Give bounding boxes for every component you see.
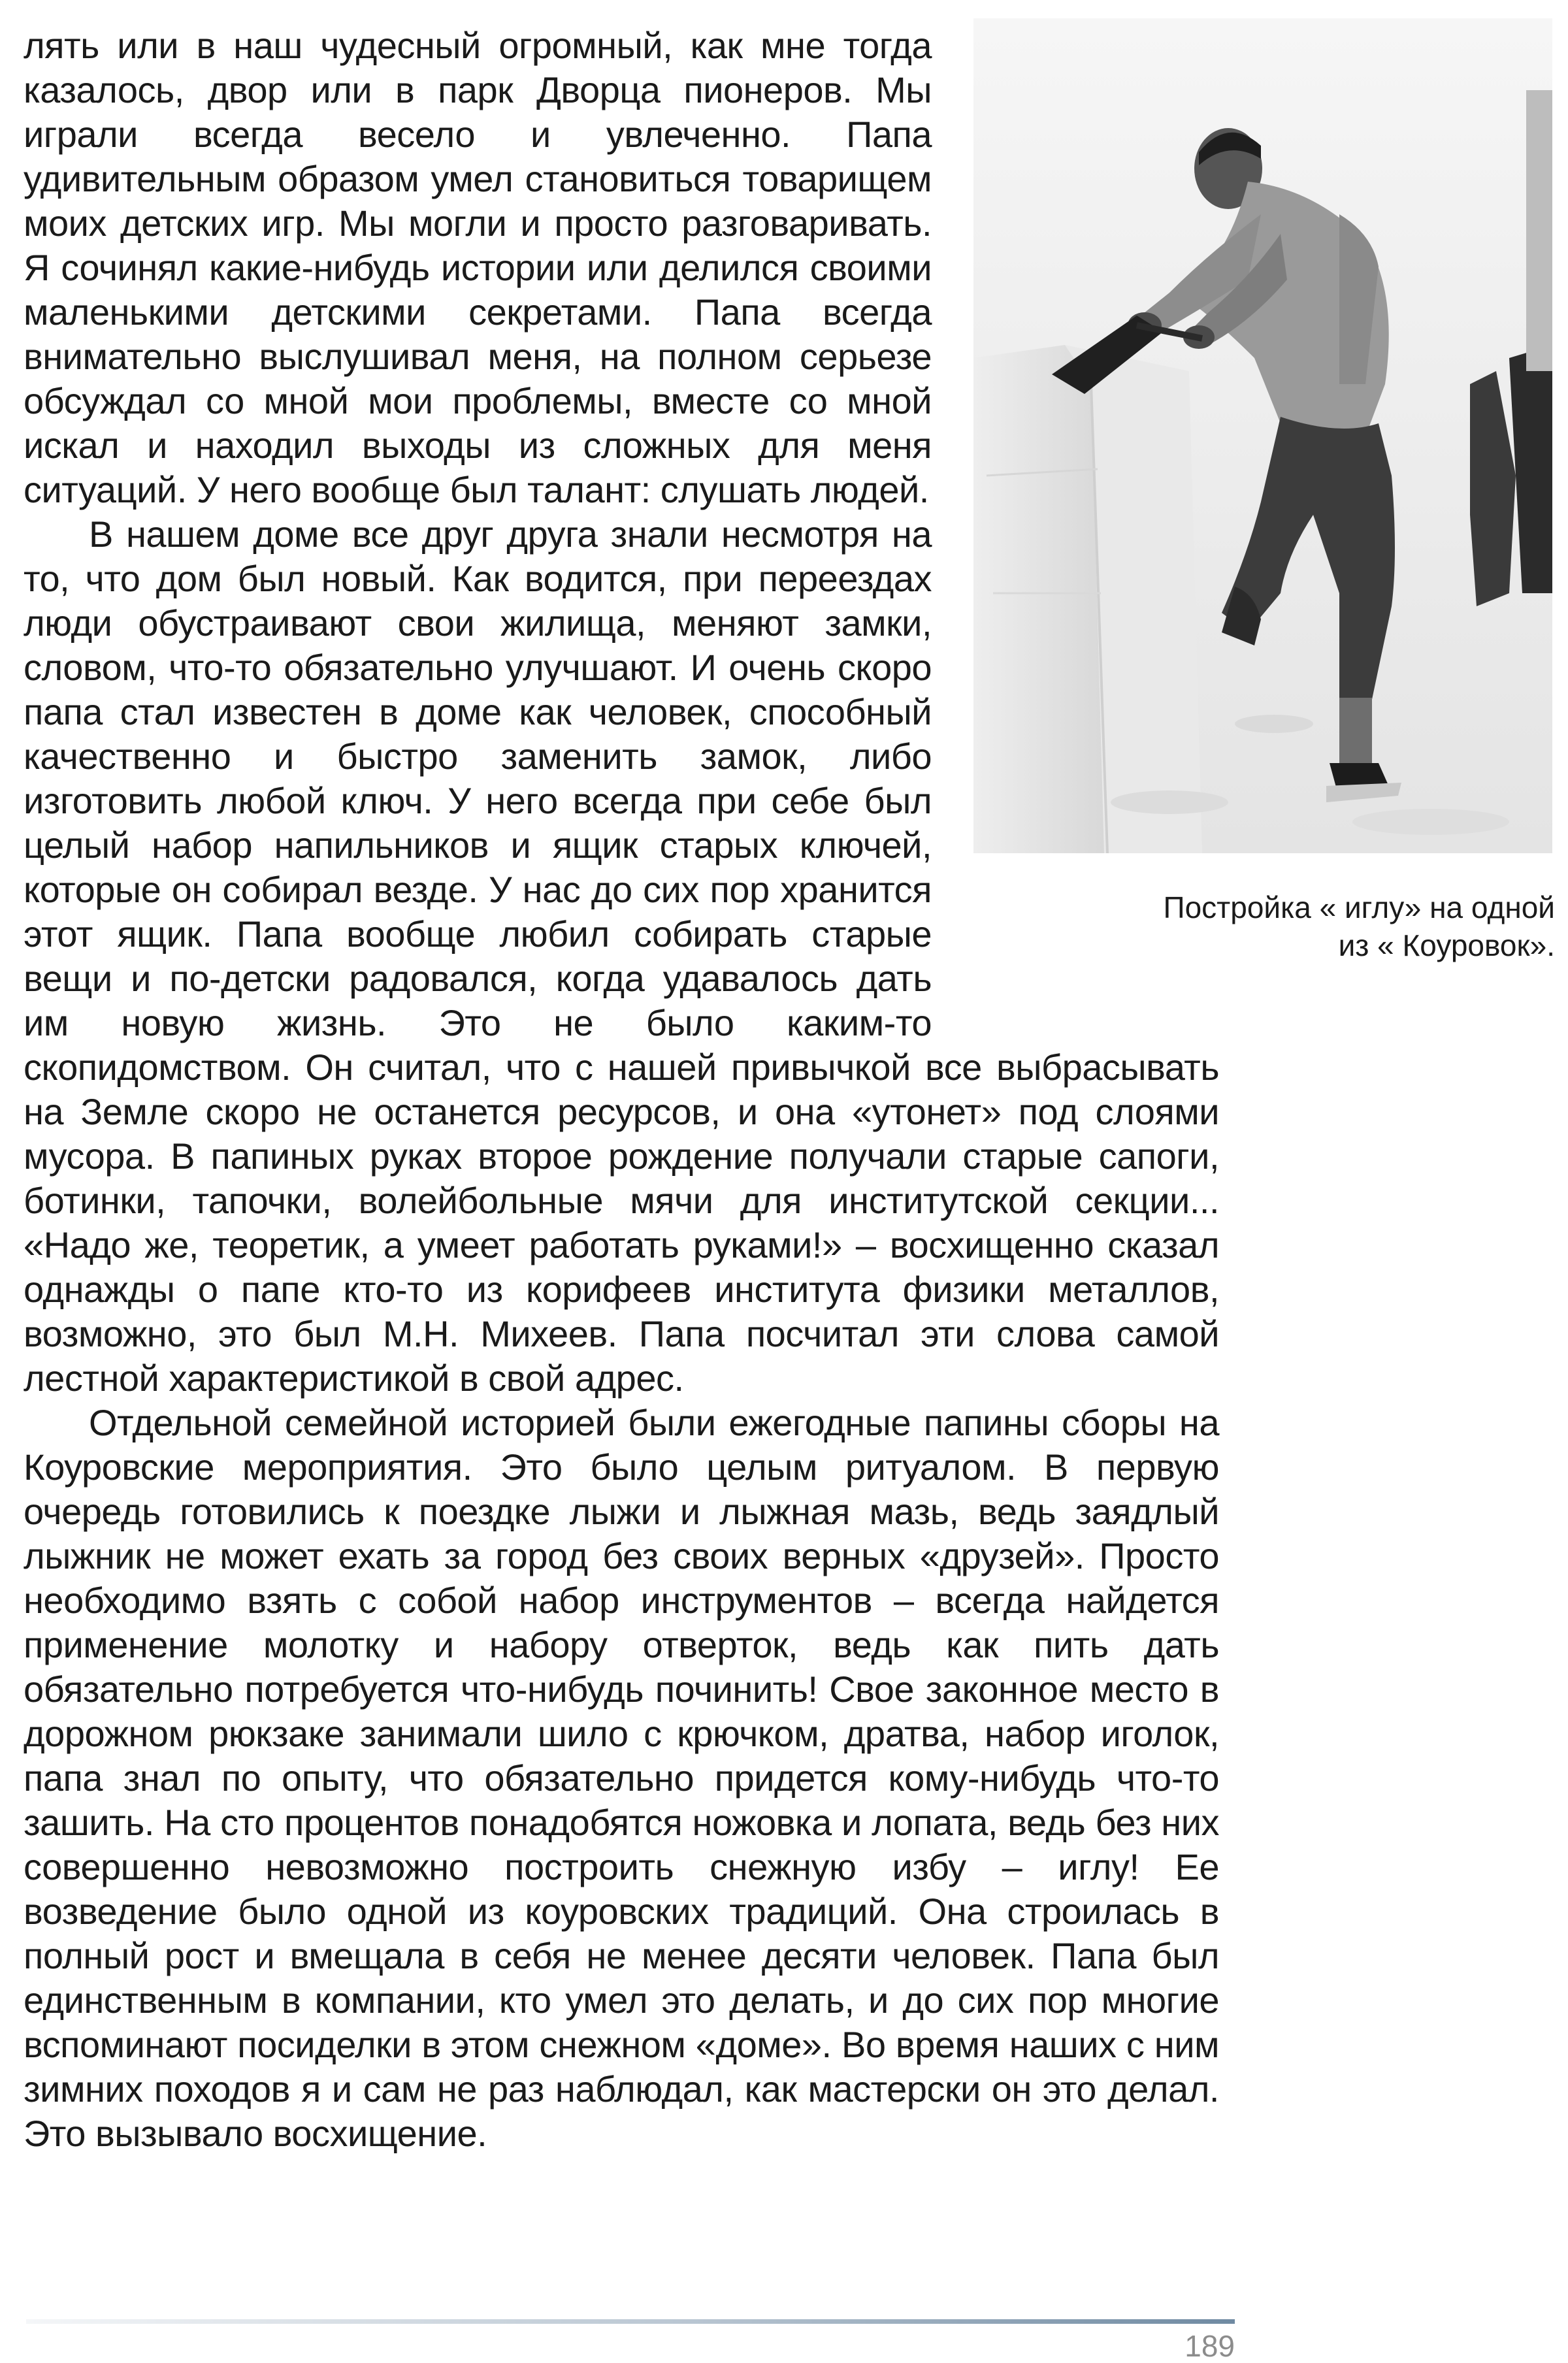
caption-line-1: Постройка « иглу» на одной <box>1163 890 1555 924</box>
photo-text-wrap-spacer <box>945 24 1219 1007</box>
caption-line-2: из « Коуровок». <box>1338 928 1555 962</box>
paragraph-3: Отдельной семейной историей были ежегодные папины сборы на Коуровские мероприятия. Это было целым ритуалом. В первую очередь готовились к поездке лыжи и лыжная мазь, ведь заядлый лыжник не может ехать за город без своих верных «друзей». Просто необходимо взять с собой набор инструментов – всегда найдется применение молотку и набору отверток, ведь как пить дать обязательно потребуется что-нибудь починить! Свое законное место в дорожном рюкзаке занимали шило с крючком, дратва, набор иголок, папа знал по опыту, что обязательно придется кому-нибудь что-то зашить. На сто процентов понадобятся ножовка и лопата, ведь без них совершенно невозможно построить снежную избу – иглу! Ее возведение было одной из коуровских традиций. Она строилась в полный рост и вмещала в себя не менее десяти человек. Папа был единственным в компании, кто умел это делать, и до сих пор многие вспоминают посиделки в этом снежном «доме». Во время наших с ним зимних походов я и сам не раз наблюдал, как мастерски он это делал. Это вызывало восхищение. <box>24 1402 1219 2154</box>
paragraph-1: лять или в наш чудесный огромный, как мне тогда казалось, двор или в парк Дворца пионеров. Мы играли всегда весело и увлеченно. Папа удивительным образом умел становиться товарищем моих детских игр. Мы могли и просто разговаривать. Я сочинял какие-нибудь истории или делился своими маленькими детскими секретами. Папа всегда внимательно выслушивал меня, на полном серьезе обсуждал со мной мои проблемы, вместе со мной искал и находил выходы из сложных для меня ситуаций. У него вообще был талант: слушать людей. <box>24 25 932 510</box>
main-text <box>24 24 1219 2156</box>
page-number: 189 <box>1184 2329 1235 2363</box>
footer-rule <box>26 2319 1235 2324</box>
paragraph-2: В нашем доме все друг друга знали несмотря на то, что дом был новый. Как водится, при переездах люди обустраивают свои жилища, меняют замки, словом, что-то обязательно улучшают. И очень скоро папа стал известен в доме как человек, способный качественно и быстро заменить замок, либо изготовить любой ключ. У него всегда при себе был целый набор напильников и ящик старых ключей, которые он собирал везде. У нас до сих пор хранится этот ящик. Папа вообще любил собирать старые вещи и по-детски радовался, когда удавалось дать им новую жизнь. Это не было каким-то скопидомством. Он считал, что с нашей привычкой все выбрасывать на Земле скоро не останется ресурсов, и она «утонет» под слоями мусора. В папиных руках второе рождение получали старые сапоги, ботинки, тапочки, волейбольные мячи для институтской секции... «Надо же, теоретик, а умеет работать руками!» – восхищенно сказал однажды о папе кто-то из корифеев института физики металлов, возможно, это был М.Н. Михеев. Папа посчитал эти слова самой лестной характеристикой в свой адрес. <box>24 513 1219 1399</box>
